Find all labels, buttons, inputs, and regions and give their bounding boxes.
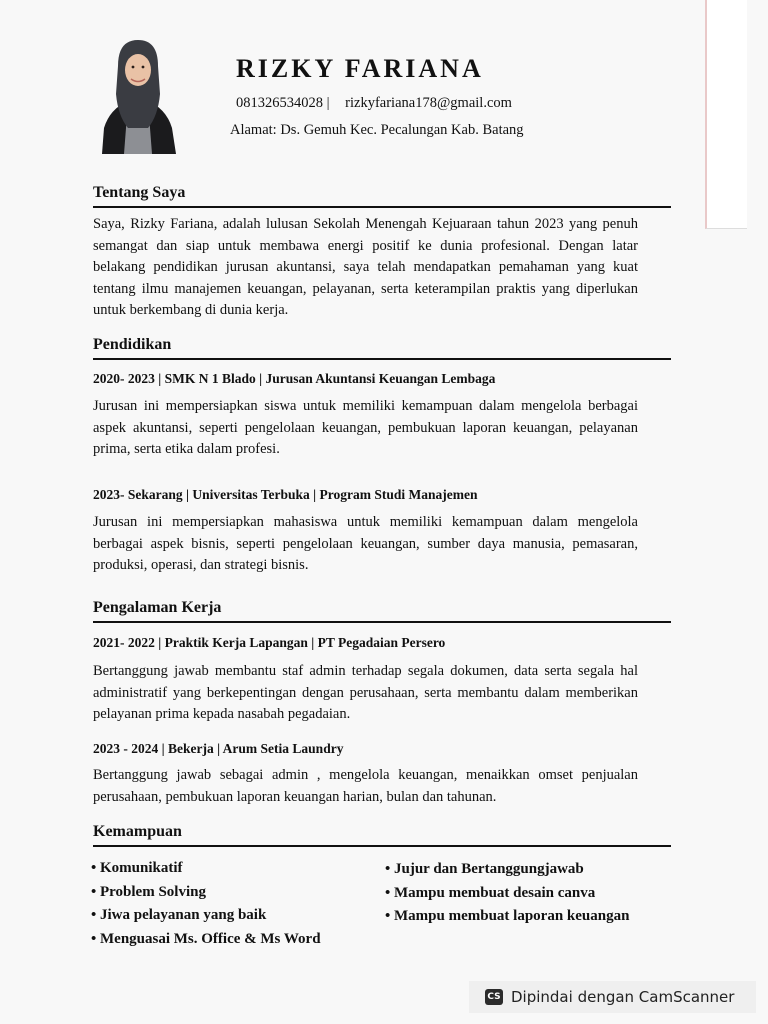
page-edge-strip — [705, 0, 747, 229]
watermark-text: Dipindai dengan CamScanner — [511, 988, 735, 1006]
about-text: Saya, Rizky Fariana, adalah lulusan Sekolah Menengah Kejuaraan tahun 2023 yang penuh semangat dan siap untuk membawa energi positif ke dunia profesional. Dengan latar belakang pendidikan jurusan akuntansi, saya telah mendapatkan pemahaman yang kuat tentang ilmu manajemen keuangan, pelayanan, serta keterampilan praktis yang diperlukan untuk berkembang di dunia kerja. — [93, 216, 638, 318]
camscanner-logo-icon: CS — [485, 989, 503, 1005]
section-title-skills: Kemampuan — [93, 823, 671, 847]
skill-item: • Mampu membuat desain canva — [385, 884, 596, 901]
education-text-1: Jurusan ini mempersiapkan siswa untuk memiliki kemampuan dalam mengelola berbagai aspek akuntansi, seperti pengelolaan keuangan, pembukuan laporan keuangan, pelayanan prima, serta etika dalam profesi. — [93, 398, 638, 457]
education-heading-1: 2020- 2023 | SMK N 1 Blado | Jurusan Akuntansi Keuangan Lembaga — [93, 371, 496, 386]
section-title-about: Tentang Saya — [93, 184, 671, 208]
phone-number: 081326534028 | — [236, 95, 330, 111]
skill-item: • Menguasai Ms. Office & Ms Word — [91, 930, 321, 947]
skill-item: • Komunikatif — [91, 860, 183, 876]
skill-item: • Problem Solving — [91, 883, 206, 900]
skills-list-left — [91, 857, 321, 951]
education-text-2: Jurusan ini mempersiapkan mahasiswa untuk memiliki kemampuan dalam mengelola berbagai aspek bisnis, seperti pengelolaan keuangan, sumber daya manusia, pemasaran, produksi, operasi, dan strategi bisnis. — [93, 514, 638, 573]
skill-item: • Jiwa pelayanan yang baik — [91, 907, 267, 923]
skill-item: • Jujur dan Bertanggungjawab — [385, 861, 584, 877]
experience-heading-1: 2021- 2022 | Praktik Kerja Lapangan | PT Pegadaian Persero — [93, 635, 446, 650]
candidate-name: RIZKY FARIANA — [236, 54, 484, 83]
experience-heading-2: 2023 - 2024 | Bekerja | Arum Setia Laundry — [93, 741, 344, 756]
experience-text-2: Bertanggung jawab sebagai admin , mengelola keuangan, menaikkan omset penjualan perusahaan, pembukuan laporan keuangan harian, bulan dan tahunan. — [93, 767, 638, 805]
skill-item: • Mampu membuat laporan keuangan — [385, 908, 630, 924]
contact-line — [236, 95, 512, 112]
section-title-education: Pendidikan — [93, 336, 671, 360]
profile-photo — [96, 36, 180, 154]
skills-list-right — [385, 858, 629, 929]
experience-text-1: Bertanggung jawab membantu staf admin terhadap segala dokumen, data serta segala hal administratif yang berkepentingan dengan perusahaan, serta membantu dalam memberikan pelayanan prima kepada nasabah pegadaian. — [93, 663, 638, 722]
section-title-experience: Pengalaman Kerja — [93, 599, 671, 623]
email-address: rizkyfariana178@gmail.com — [345, 95, 512, 111]
address: Alamat: Ds. Gemuh Kec. Pecalungan Kab. Batang — [230, 122, 524, 138]
education-heading-2: 2023- Sekarang | Universitas Terbuka | Program Studi Manajemen — [93, 487, 478, 502]
camscanner-watermark — [469, 981, 756, 1013]
